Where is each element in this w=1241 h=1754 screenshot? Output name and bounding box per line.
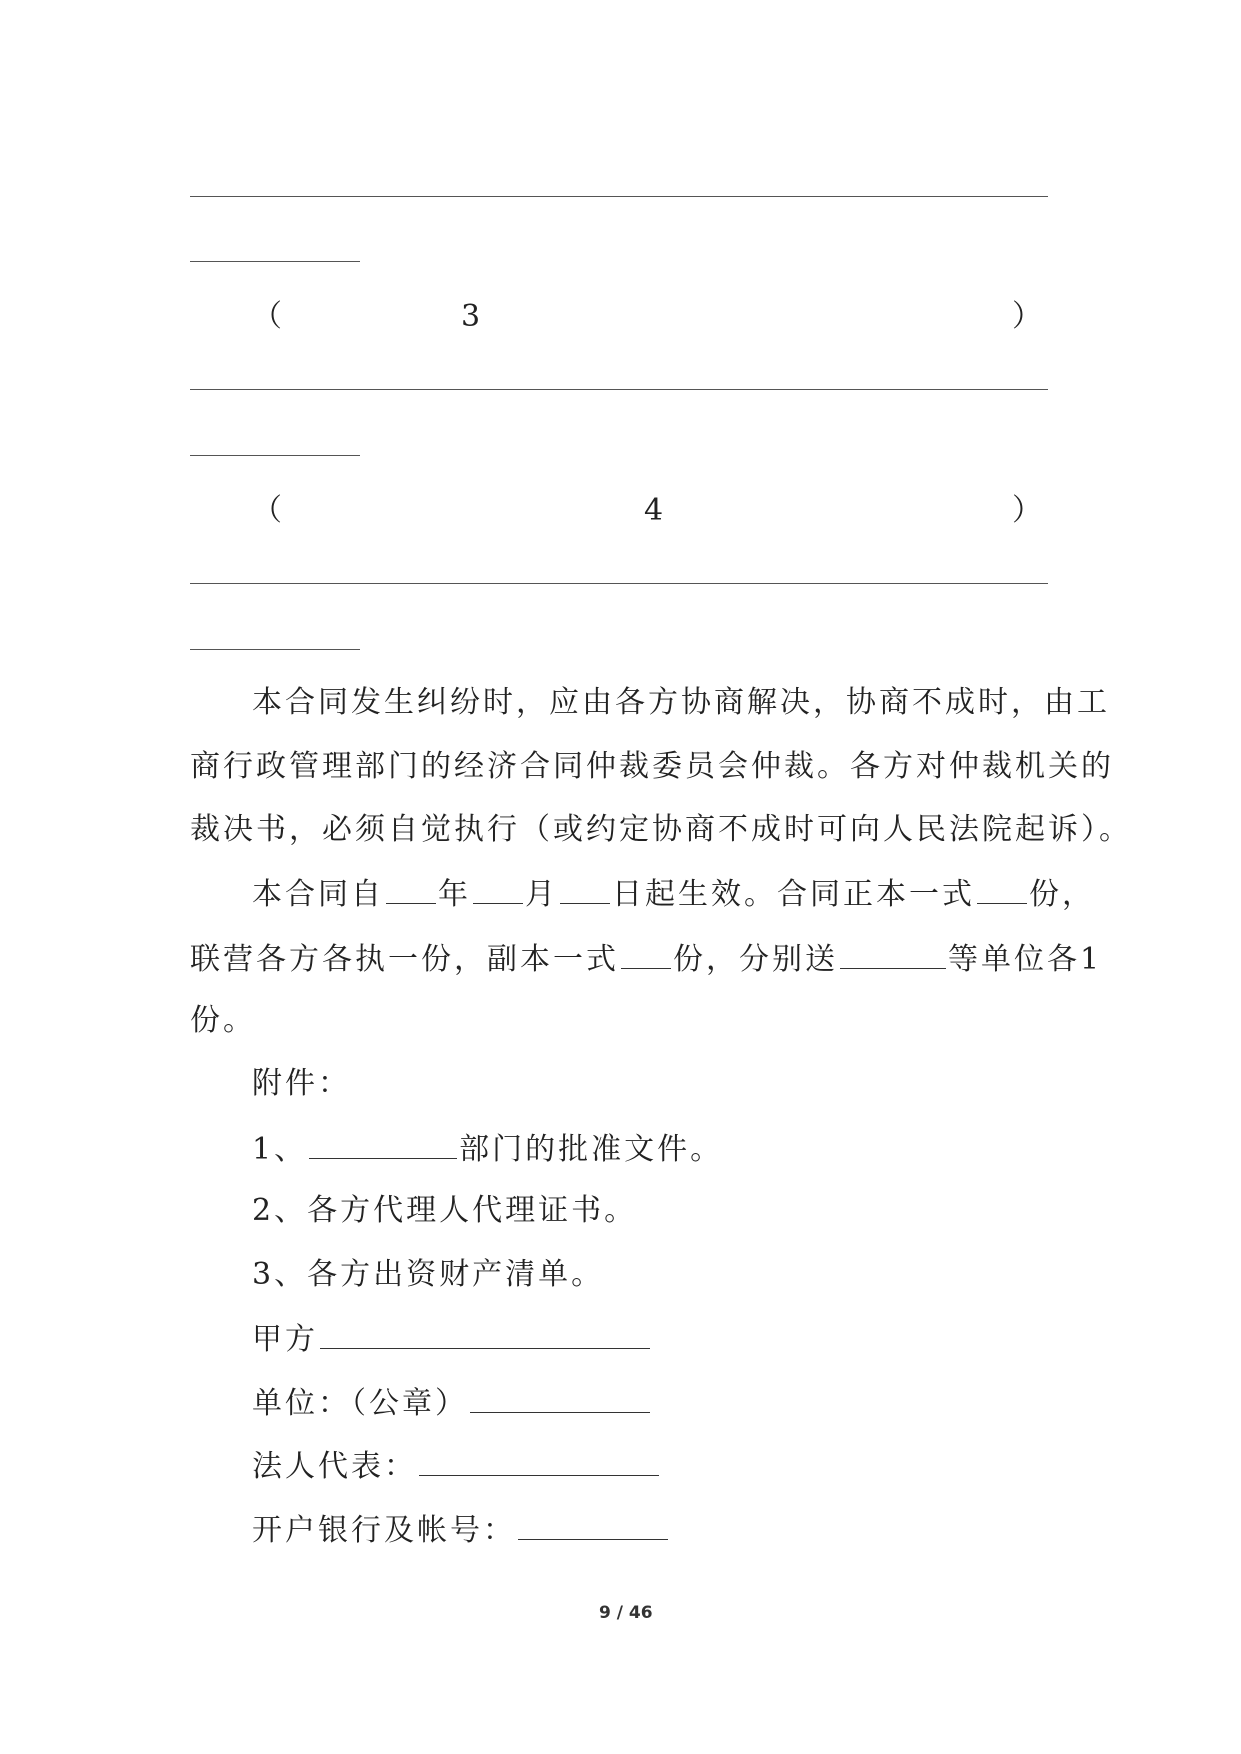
sign-label: 甲方 bbox=[252, 1322, 318, 1357]
blank-department bbox=[309, 1128, 457, 1159]
attachment-1 bbox=[252, 1128, 723, 1170]
item-open-paren: （ bbox=[252, 493, 285, 528]
effect-text: 月 bbox=[525, 877, 558, 912]
blank-party-a bbox=[320, 1318, 650, 1349]
item-number: 4 bbox=[644, 493, 667, 528]
fill-line bbox=[190, 649, 360, 650]
dispute-line-3: 裁决书，必须自觉执行（或约定协商不成时可向人民法院起诉）。 bbox=[190, 812, 1132, 847]
dispute-line-2: 商行政管理部门的经济合同仲裁委员会仲裁。各方对仲裁机关的 bbox=[190, 749, 1114, 784]
attachment-text: 部门的批准文件。 bbox=[459, 1132, 724, 1167]
effect-text: 份， bbox=[1029, 877, 1095, 912]
attachment-3: 3、各方出资财产清单。 bbox=[252, 1257, 605, 1292]
blank-recipients bbox=[840, 938, 946, 969]
fill-line bbox=[190, 455, 360, 456]
blank-legal-rep bbox=[419, 1445, 659, 1476]
fill-line bbox=[190, 583, 1048, 584]
effect-text: 联营各方各执一份，副本一式 bbox=[190, 942, 619, 977]
item-close-paren: ） bbox=[1012, 493, 1045, 528]
sign-label: 开户银行及帐号： bbox=[252, 1513, 516, 1548]
item-number: 3 bbox=[461, 299, 484, 334]
sign-label: 单位：（公章） bbox=[252, 1386, 468, 1421]
item-close-paren: ） bbox=[1012, 299, 1045, 334]
sign-bank-account bbox=[252, 1509, 670, 1551]
effect-line-1 bbox=[252, 873, 1095, 915]
attachment-number: 1、 bbox=[252, 1132, 308, 1167]
fill-line bbox=[190, 261, 360, 262]
blank-duplicates bbox=[621, 938, 671, 969]
item-open-paren: （ bbox=[252, 299, 285, 334]
blank-bank-account bbox=[518, 1509, 668, 1540]
blank-copies bbox=[977, 873, 1027, 904]
effect-text: 等单位各1 bbox=[948, 942, 1103, 977]
sign-legal-rep bbox=[252, 1445, 661, 1487]
sign-unit bbox=[252, 1382, 652, 1424]
effect-line-3: 份。 bbox=[190, 1003, 256, 1038]
dispute-line-1: 本合同发生纠纷时，应由各方协商解决，协商不成时，由工 bbox=[252, 685, 1110, 720]
blank-year bbox=[386, 873, 436, 904]
effect-text: 份，分别送 bbox=[673, 942, 838, 977]
effect-text: 本合同自 bbox=[252, 877, 384, 912]
effect-text: 年 bbox=[438, 877, 471, 912]
sign-label: 法人代表： bbox=[252, 1449, 417, 1484]
fill-line bbox=[190, 196, 1048, 197]
blank-unit-seal bbox=[470, 1382, 650, 1413]
page-number: 9 / 46 bbox=[599, 1603, 653, 1623]
attachment-2: 2、各方代理人代理证书。 bbox=[252, 1193, 638, 1228]
effect-text: 日起生效。合同正本一式 bbox=[612, 877, 975, 912]
fill-line bbox=[190, 389, 1048, 390]
effect-line-2 bbox=[190, 938, 1102, 980]
attachments-title: 附件： bbox=[252, 1066, 351, 1101]
blank-day bbox=[560, 873, 610, 904]
sign-party-a bbox=[252, 1318, 652, 1360]
blank-month bbox=[473, 873, 523, 904]
